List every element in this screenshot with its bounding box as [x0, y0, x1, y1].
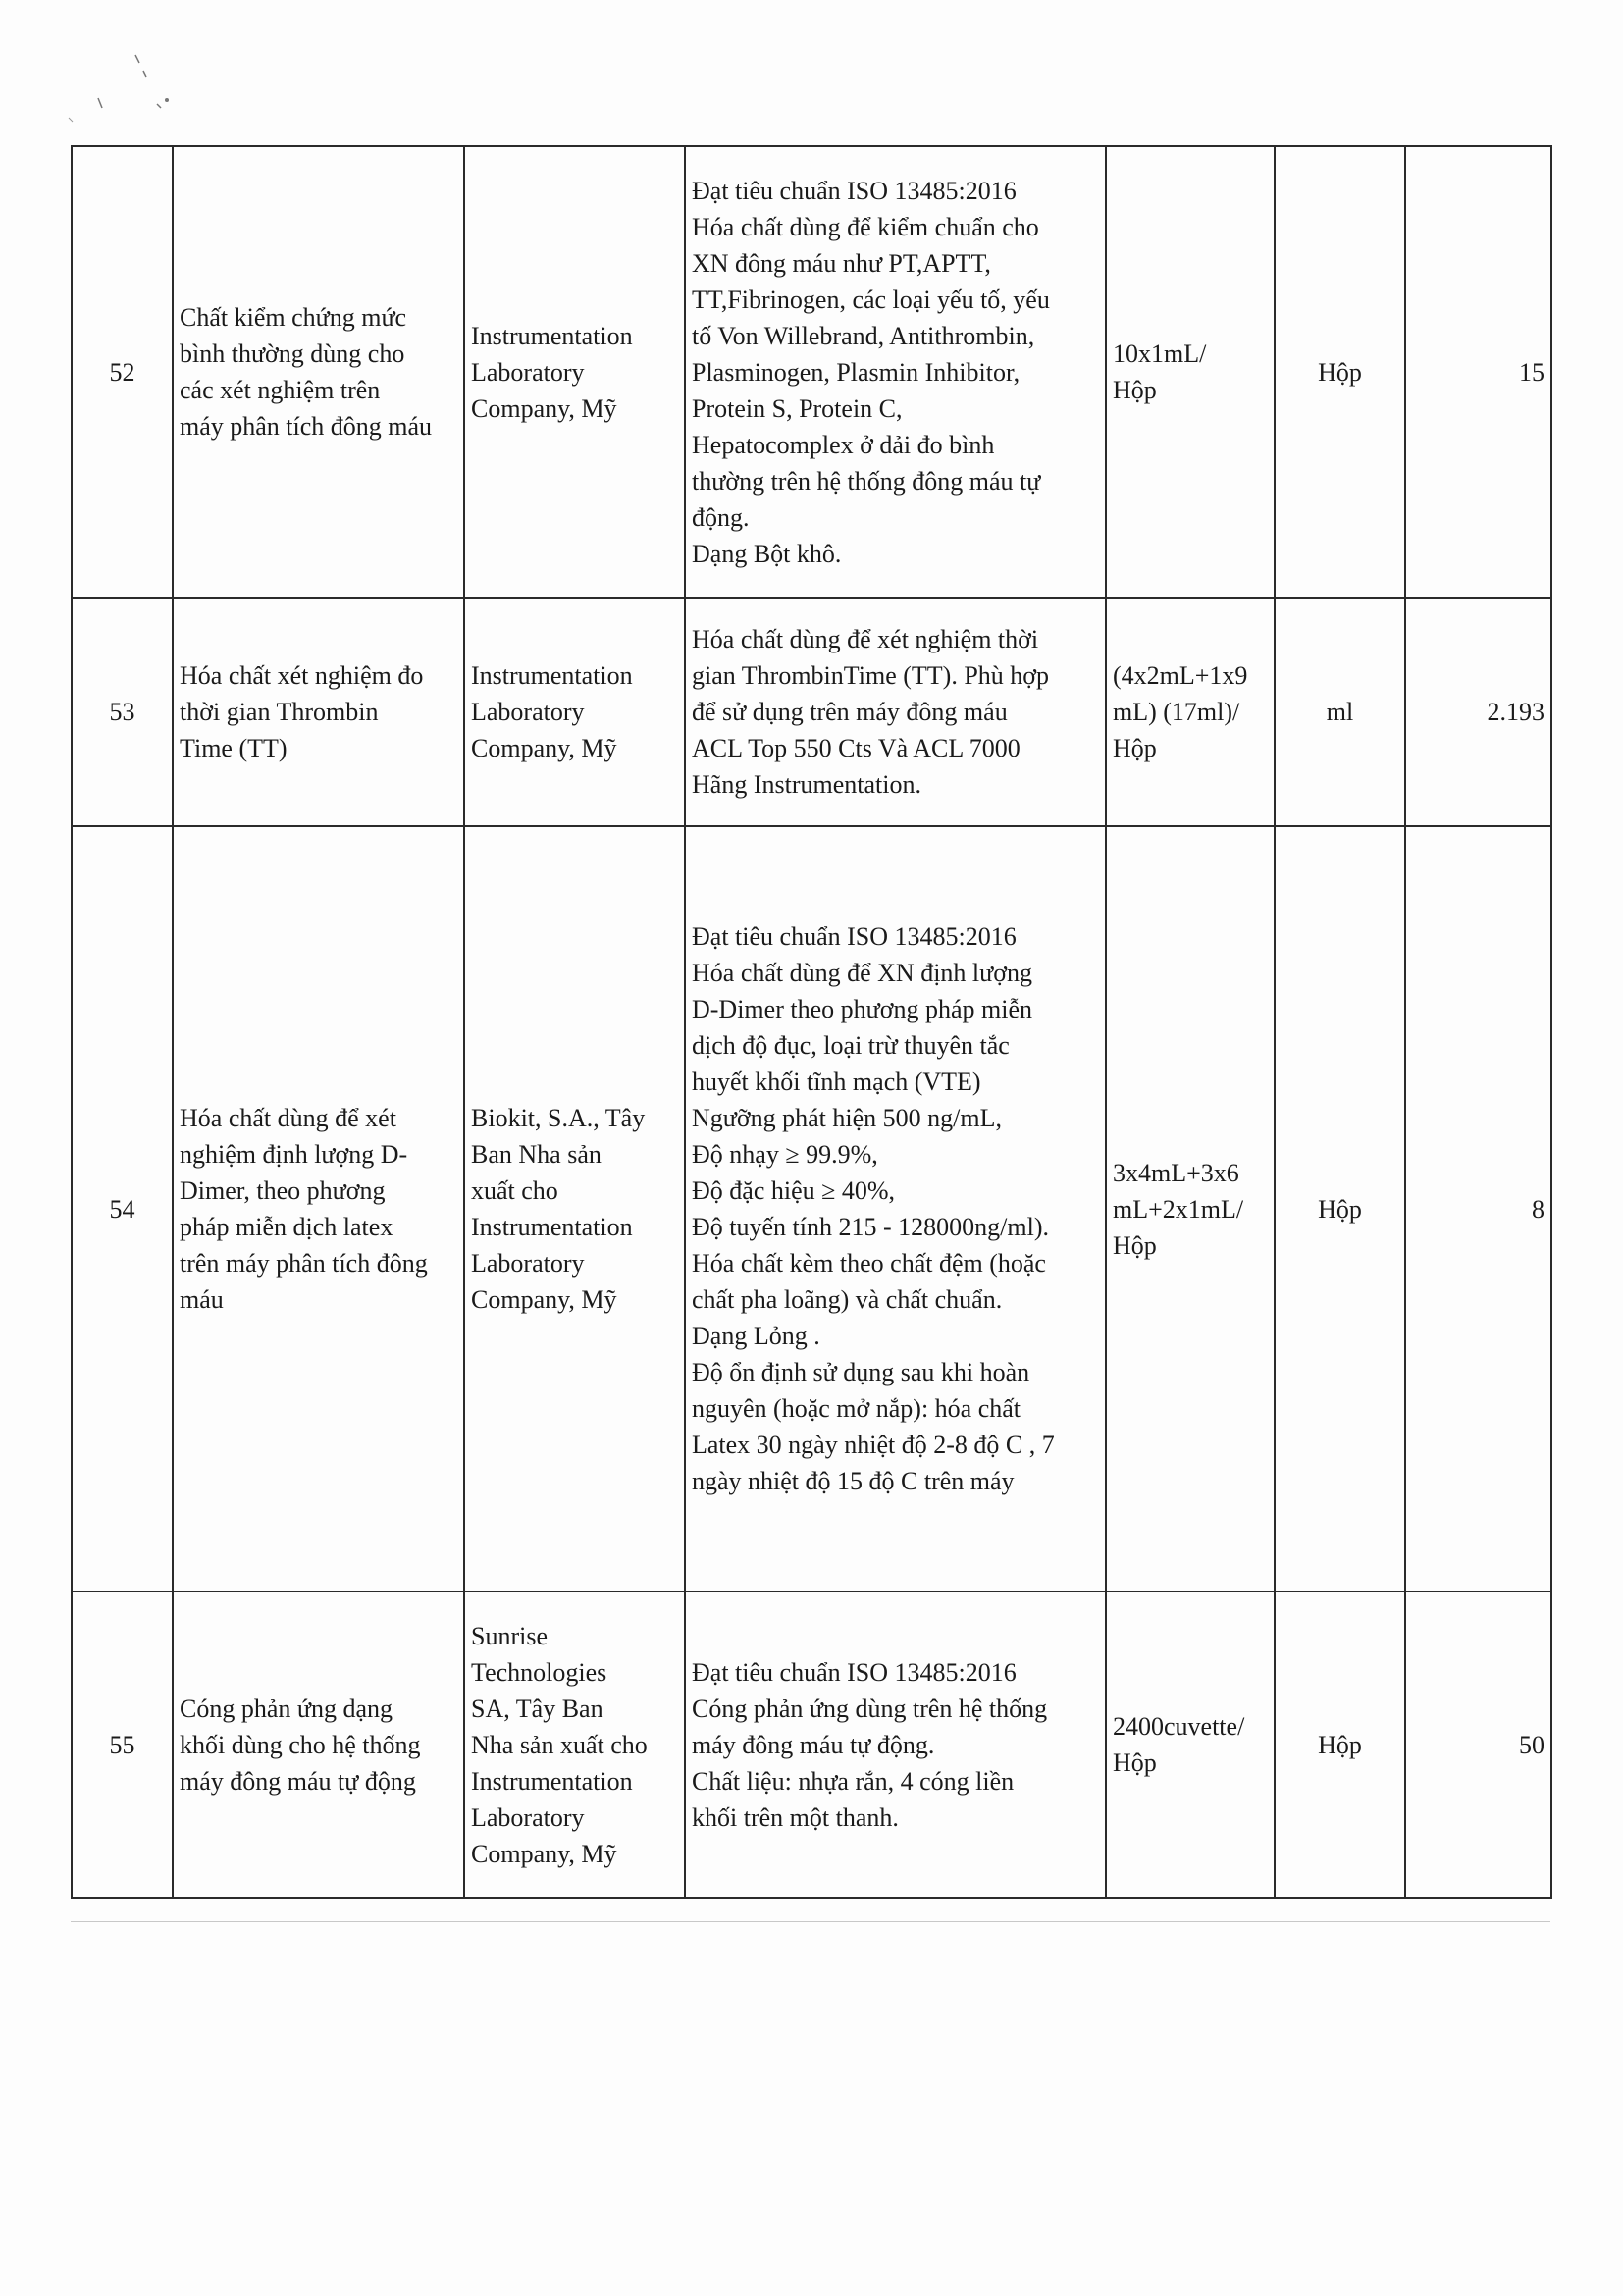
text-line: Hóa chất dùng để XN định lượng: [692, 959, 1033, 987]
text-line: 10x1mL/: [1113, 339, 1207, 368]
text-line: bình thường dùng cho: [180, 339, 405, 368]
product-name-cell: [173, 146, 464, 598]
text-line: Đạt tiêu chuẩn ISO 13485:2016: [692, 1657, 1017, 1687]
text-line: Hộp: [1113, 376, 1157, 404]
text-line: Company, Mỹ: [471, 734, 617, 762]
text-line: Laboratory: [471, 1802, 585, 1832]
text-line: Latex 30 ngày nhiệt độ 2-8 độ C , 7: [692, 1431, 1055, 1459]
text-line: gian ThrombinTime (TT). Phù hợp: [692, 661, 1050, 690]
text-line: khối trên một thanh.: [692, 1802, 899, 1832]
quantity-cell: 2.193: [1405, 598, 1551, 826]
text-line: máu: [180, 1285, 224, 1314]
packaging-cell: [1106, 146, 1275, 598]
text-line: Hóa chất dùng để kiểm chuẩn cho: [692, 212, 1039, 241]
unit-cell: ml: [1275, 598, 1405, 826]
text-line: Độ nhạy ≥ 99.9%,: [692, 1140, 878, 1169]
text-line: Laboratory: [471, 1249, 585, 1278]
packaging-cell: [1106, 826, 1275, 1592]
product-name-cell: [173, 1592, 464, 1898]
text-line: động.: [692, 502, 750, 532]
text-line: Hộp: [1113, 1748, 1157, 1777]
product-name-cell: [173, 598, 464, 826]
text-line: dịch độ đục, loại trừ thuyên tắc: [692, 1031, 1010, 1060]
text-line: Instrumentation: [471, 1766, 633, 1796]
text-line: Ngưỡng phát hiện 500 ng/mL,: [692, 1104, 1002, 1132]
packaging-cell: [1106, 598, 1275, 826]
text-line: Ban Nha sản: [471, 1140, 602, 1169]
text-line: Dimer, theo phương: [180, 1176, 386, 1205]
manufacturer-cell: [464, 598, 685, 826]
unit-cell: Hộp: [1275, 1592, 1405, 1898]
table-row: [72, 146, 1551, 598]
quantity-cell: 15: [1405, 146, 1551, 598]
text-line: Plasminogen, Plasmin Inhibitor,: [692, 357, 1021, 387]
table-row: [72, 826, 1551, 1592]
table-row: [72, 598, 1551, 826]
text-line: Nha sản xuất cho: [471, 1730, 648, 1759]
text-line: Đạt tiêu chuẩn ISO 13485:2016: [692, 922, 1017, 951]
text-line: XN đông máu như PT,APTT,: [692, 248, 991, 278]
text-line: ngày nhiệt độ 15 độ C trên máy: [692, 1467, 1015, 1495]
text-line: Chất liệu: nhựa rắn, 4 cóng liền: [692, 1766, 1015, 1796]
text-line: Hộp: [1113, 734, 1157, 762]
text-line: Hóa chất dùng để xét nghiệm thời: [692, 625, 1039, 653]
text-line: Instrumentation: [471, 321, 633, 350]
text-line: ACL Top 550 Cts Và ACL 7000: [692, 734, 1021, 762]
scan-edge-line: [71, 1921, 1550, 1922]
text-line: tố Von Willebrand, Antithrombin,: [692, 321, 1035, 350]
text-line: Dạng Bột khô.: [692, 539, 842, 568]
text-line: (4x2mL+1x9: [1113, 661, 1248, 690]
text-line: Hóa chất dùng để xét: [180, 1104, 396, 1132]
packaging-cell: [1106, 1592, 1275, 1898]
text-line: thời gian Thrombin: [180, 698, 379, 726]
text-line: để sử dụng trên máy đông máu: [692, 698, 1008, 726]
manufacturer-cell: [464, 826, 685, 1592]
text-line: Độ tuyến tính 215 - 128000ng/ml).: [692, 1213, 1049, 1241]
text-line: Đạt tiêu chuẩn ISO 13485:2016: [692, 176, 1017, 205]
row-number-cell: 54: [72, 826, 173, 1592]
quantity-cell: 50: [1405, 1592, 1551, 1898]
text-line: Company, Mỹ: [471, 1285, 617, 1314]
text-line: Chất kiểm chứng mức: [180, 303, 407, 332]
text-line: pháp miễn dịch latex: [180, 1213, 393, 1241]
row-number-cell: 52: [72, 146, 173, 598]
text-line: nghiệm định lượng D-: [180, 1140, 408, 1169]
unit-cell: Hộp: [1275, 826, 1405, 1592]
text-line: Cóng phản ứng dùng trên hệ thống: [692, 1694, 1048, 1723]
text-line: SA, Tây Ban: [471, 1694, 603, 1723]
text-line: Hộp: [1113, 1230, 1157, 1260]
text-line: máy phân tích đông máu: [180, 412, 433, 441]
text-line: nguyên (hoặc mở nắp): hóa chất: [692, 1394, 1021, 1423]
table-row: [72, 1592, 1551, 1898]
text-line: Độ đặc hiệu ≥ 40%,: [692, 1176, 896, 1205]
text-line: xuất cho: [471, 1176, 558, 1205]
manufacturer-cell: [464, 1592, 685, 1898]
text-line: Hóa chất xét nghiệm đo: [180, 661, 424, 690]
text-line: D-Dimer theo phương pháp miễn: [692, 995, 1032, 1023]
manufacturer-cell: [464, 146, 685, 598]
product-spec-table: [71, 145, 1552, 1899]
specification-cell: [685, 826, 1106, 1592]
specification-cell: [685, 146, 1106, 598]
text-line: 3x4mL+3x6: [1113, 1158, 1239, 1187]
text-line: Cóng phản ứng dạng: [180, 1694, 393, 1723]
text-line: mL) (17ml)/: [1113, 698, 1240, 726]
text-line: Laboratory: [471, 357, 585, 387]
text-line: máy đông máu tự động.: [692, 1730, 935, 1759]
text-line: thường trên hệ thống đông máu tự: [692, 466, 1041, 496]
specification-cell: [685, 1592, 1106, 1898]
text-line: Biokit, S.A., Tây: [471, 1104, 646, 1132]
text-line: Time (TT): [180, 734, 288, 762]
text-line: Laboratory: [471, 698, 585, 726]
text-line: Hepatocomplex ở dải đo bình: [692, 430, 995, 459]
specification-cell: [685, 598, 1106, 826]
text-line: mL+2x1mL/: [1113, 1194, 1244, 1224]
text-line: Độ ổn định sử dụng sau khi hoàn: [692, 1358, 1030, 1386]
text-line: TT,Fibrinogen, các loại yếu tố, yếu: [692, 285, 1050, 314]
text-line: Hóa chất kèm theo chất đệm (hoặc: [692, 1249, 1046, 1278]
text-line: Instrumentation: [471, 661, 633, 690]
text-line: trên máy phân tích đông: [180, 1249, 428, 1278]
text-line: 2400cuvette/: [1113, 1712, 1245, 1741]
text-line: Instrumentation: [471, 1213, 633, 1241]
product-name-cell: [173, 826, 464, 1592]
text-line: Hãng Instrumentation.: [692, 770, 921, 799]
text-line: khối dùng cho hệ thống: [180, 1730, 421, 1759]
text-line: Technologies: [471, 1657, 607, 1687]
text-line: Dạng Lỏng .: [692, 1322, 820, 1350]
text-line: chất pha loãng) và chất chuẩn.: [692, 1285, 1003, 1314]
quantity-cell: 8: [1405, 826, 1551, 1592]
text-line: Protein S, Protein C,: [692, 393, 903, 423]
text-line: Sunrise: [471, 1621, 548, 1650]
row-number-cell: 53: [72, 598, 173, 826]
text-line: các xét nghiệm trên: [180, 376, 381, 404]
text-line: máy đông máu tự động: [180, 1766, 416, 1796]
text-line: huyết khối tĩnh mạch (VTE): [692, 1068, 981, 1096]
text-line: Company, Mỹ: [471, 393, 617, 423]
row-number-cell: 55: [72, 1592, 173, 1898]
unit-cell: Hộp: [1275, 146, 1405, 598]
text-line: Company, Mỹ: [471, 1839, 617, 1868]
